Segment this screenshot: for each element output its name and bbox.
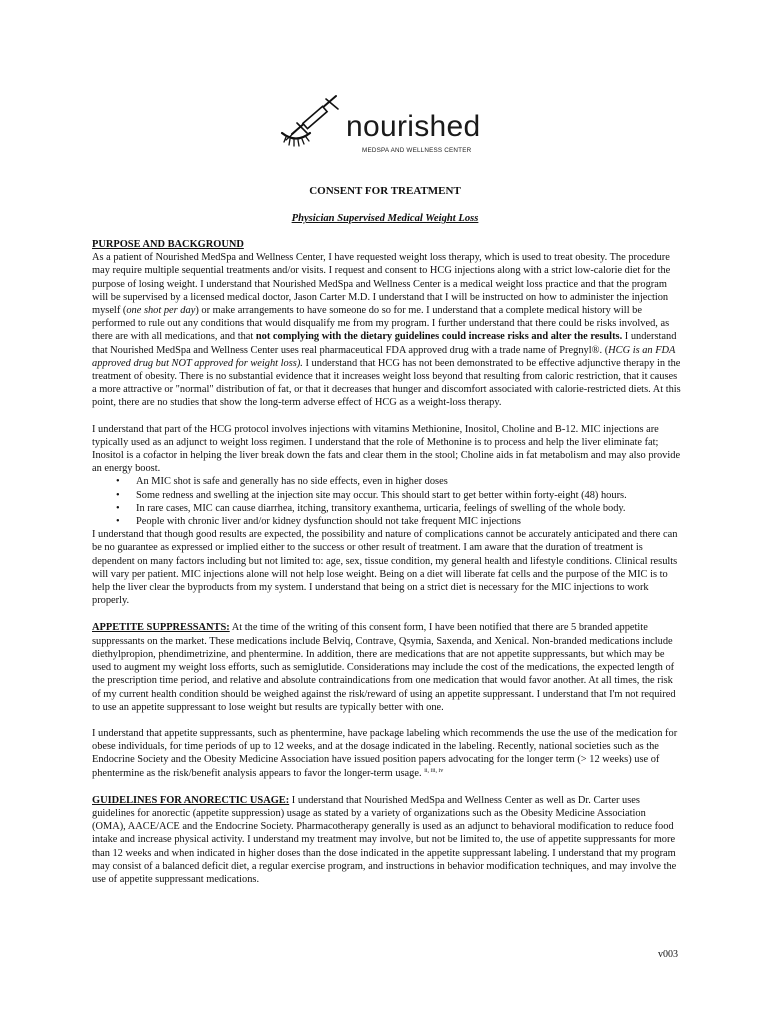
syringe-eyelash-icon bbox=[280, 92, 350, 162]
appetite-heading: APPETITE SUPPRESSANTS: bbox=[92, 622, 230, 634]
logo-tagline: MEDSPA AND WELLNESS CENTER bbox=[362, 147, 472, 154]
guidelines-paragraph: GUIDELINES FOR ANORECTIC USAGE: I understand that Nourished MedSpa and Wellness Center as well as Dr. Carter uses guidelines for anorectic (appetite suppression) usage as stated by a variety of organizations such as the Obesity Medicine Association (OMA), AACE/ACE and the Endocrine Society. Pharmacotherapy generally is used as an adjunct to behavioral modification to reduce food intake and increase physical activity. I understand my treatment may involve, but not be limited to, the use of appetite suppressants for more than 12 weeks and when indicated in higher doses than the dose indicated in the appetite suppressant labeling. I understand that my program may consist of a balanced deficit diet, a regular exercise program, and instructions in behavior modification techniques, and may involve the use of appetite suppressant medications. bbox=[92, 794, 677, 885]
appetite-paragraph-1: APPETITE SUPPRESSANTS: At the time of the writing of this consent form, I have been notified that there are 5 branded appetite suppressants on the market. These medications include Belviq, Contrave, Qsymia, Saxenda, and Xenical. Non-branded medications include diethylpropion, phendimetrizine, and phentermine. In addition, there are medications that are not appetite suppressants, but which may be used to augment my weight loss efforts, such as semiglutide. Considerations may include the cost of the medications, the expected length of the prescription time period, and relative and absolute contraindications from one medication that would favor another. At all times, the risk of my current health condition should be weighed against the risk/reward of using an appetite suppressant. I understand that I'm not required to use an appetite suppressant to lose weight but results are typically better with one. bbox=[92, 622, 676, 713]
mic-bullet-list bbox=[92, 475, 682, 528]
footnote-refs: ii, iii, iv bbox=[424, 767, 444, 774]
list-item: • An MIC shot is safe and generally has no side effects, even in higher doses bbox=[92, 475, 682, 488]
list-item: • Some redness and swelling at the injection site may occur. This should start to get better within forty-eight (48) hours. bbox=[92, 489, 682, 502]
guidelines-section bbox=[92, 794, 682, 886]
nourished-logo bbox=[280, 92, 500, 162]
appetite-paragraph-2: I understand that appetite suppressants, such as phentermine, have package labeling which recommends the use the use of the medication for obese individuals, for time periods of up to 12 weeks, and at the dosage indicated in the labeling. Recently, national societies such as the Endocrine Society and the Obesity Medicine Association have issued position papers advocating for the longer term (> 12 weeks) use of phentermine as the risk/benefit analysis appears to favor the longer-term usage. $^{ii, iii, iv}$ bbox=[92, 727, 678, 779]
document-subtitle: Physician Supervised Medical Weight Loss bbox=[291, 213, 479, 224]
version-label: v003 bbox=[658, 949, 678, 960]
purpose-section bbox=[92, 238, 682, 607]
purpose-paragraph-2: I understand that part of the HCG protocol involves injections with vitamins Methionine, Inositol, Choline and B-12. MIC injections are typically used as an adjunct to weight loss regimen. I understand that the role of Methonine is to process and help the liver eliminate fat; Inositol is a cofactor in helping the liver break down the fats and clear them in the stool; Choline aids in fat metabolism and may also provide an energy boost. bbox=[92, 423, 681, 475]
list-item: • People with chronic liver and/or kidney dysfunction should not take frequent MIC injections bbox=[92, 515, 682, 528]
purpose-paragraph-1: As a patient of Nourished MedSpa and Wellness Center, I have requested weight loss therapy, which is used to treat obesity. The procedure may require multiple sequential treatments and/or visits. I request and consent to HCG injections along with a strict low-calorie diet for the purpose of losing weight. I understand that Nourished MedSpa and Wellness Center is a medical weight loss practice and that the program will be supervised by a licensed medical doctor, Jason Carter M.D. I understand that I will be instructed on how to administer the injection myself (one shot per day) or make arrangements to have someone do so for me. I understand that a complete medical history will be performed to rule out any conditions that would disqualify me from my program. I further understand that there could be risks involved, as there are with all medications, and that not complying with the dietary guidelines could increase risks and alter the results. I understand that Nourished MedSpa and Wellness Center uses real pharmaceutical FDA approved drug with a trade name of Pregnyl®. (HCG is an FDA approved drug but NOT approved for weight loss). I understand that HCG has not been demonstrated to be effective adjunctive therapy in the treatment of obesity. There is no substantial evidence that it increases weight loss beyond that resulting from caloric restriction, that it causes a more attractive or "normal" distribution of fat, or that it decreases that hunger and discomfort associated with calorie-restricted diets. At this point, there are no studies that show the long-term adverse effect of HCG as a weight-loss therapy. bbox=[92, 252, 681, 409]
list-item: • In rare cases, MIC can cause diarrhea, itching, transitory exanthema, urticaria, feelings of swelling of the whole body. bbox=[92, 502, 682, 515]
guidelines-heading: GUIDELINES FOR ANORECTIC USAGE: bbox=[92, 794, 290, 806]
logo-wordmark: nourished bbox=[346, 110, 481, 143]
document-body bbox=[92, 238, 682, 886]
purpose-paragraph-3: I understand that though good results are expected, the possibility and nature of complications cannot be accurately anticipated and there can be no guarantee as expressed or implied either to the success or other result of treatment. I am aware that the duration of treatment is dependent on many factors including but not limited to: age, sex, tissue condition, my general health and lifestyle conditions. Clinical results will vary per patient. MIC injections alone will not help lose weight. Being on a diet will liberate fat cells and the purpose of the MIC is to help the liver clear the byproducts from my system. I understand that being on a strict diet is necessary for the MIC injections to work properly. bbox=[92, 529, 678, 607]
purpose-heading: PURPOSE AND BACKGROUND bbox=[92, 239, 244, 250]
appetite-section bbox=[92, 621, 682, 779]
document-title: CONSENT FOR TREATMENT bbox=[309, 185, 461, 197]
